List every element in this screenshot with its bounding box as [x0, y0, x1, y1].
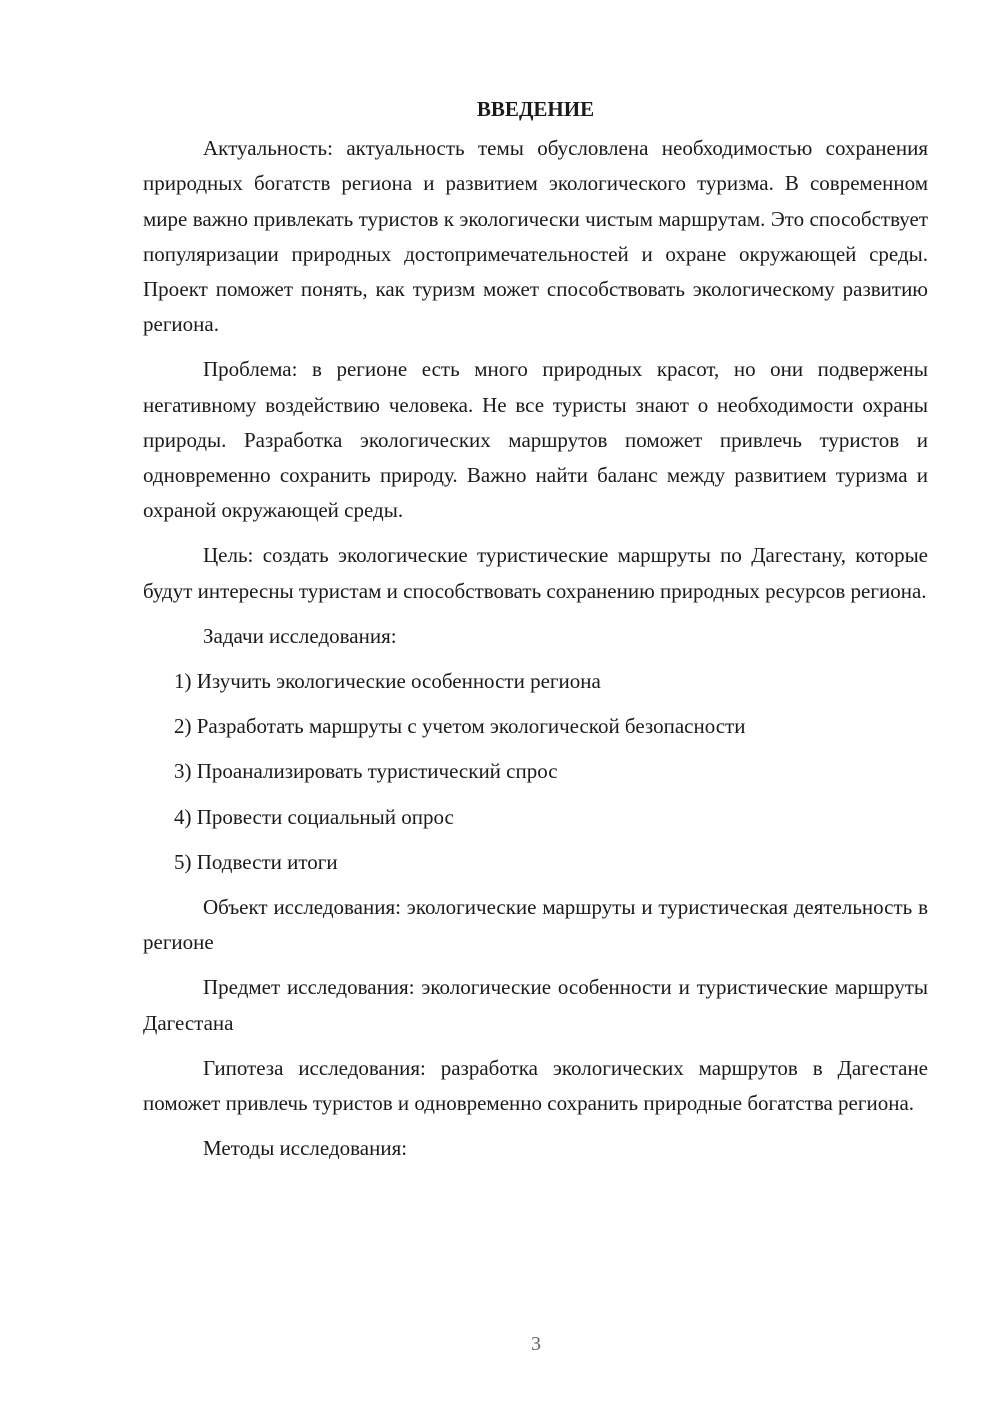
section-heading: ВВЕДЕНИЕ — [476, 97, 595, 121]
task-item: 4) Провести социальный опрос — [174, 804, 454, 829]
problem-paragraph: Проблема: в регионе есть много природных красот, но они подвержены негативному воздействию человека. Не все туристы знают о необходимости охраны природы. Разработка экологических маршрутов поможет привлечь туристов и одновременно сохранить природу. Важно найти баланс между развитием туризма и охраной окружающей среды. — [143, 357, 928, 523]
subject-paragraph: Предмет исследования: экологические особенности и туристические маршруты Дагестана — [143, 975, 928, 1035]
object-paragraph: Объект исследования: экологические маршруты и туристическая деятельность в регионе — [143, 895, 928, 955]
task-item: 5) Подвести итоги — [174, 849, 338, 874]
page-number: 3 — [531, 1333, 541, 1355]
hypothesis-paragraph: Гипотеза исследования: разработка экологических маршрутов в Дагестане поможет привлечь туристов и одновременно сохранить природные богатства региона. — [143, 1055, 928, 1116]
task-item: 1) Изучить экологические особенности региона — [174, 669, 601, 694]
tasks-title: Задачи исследования: — [203, 623, 397, 648]
relevance-paragraph: Актуальность: актуальность темы обусловлена необходимостью сохранения природных богатств региона и развитием экологического туризма. В современном мире важно привлекать туристов к экологически чистым маршрутам. Это способствует популяризации природных достопримечательностей и охране окружающей среды. Проект поможет понять, как туризм может способствовать экологическому развитию региона. — [143, 136, 928, 337]
task-item: 2) Разработать маршруты с учетом экологической безопасности — [174, 714, 746, 739]
goal-paragraph: Цель: создать экологические туристические маршруты по Дагестану, которые будут интересны туристам и способствовать сохранению природных ресурсов региона. — [143, 543, 928, 603]
methods-paragraph: Методы исследования: — [203, 1136, 408, 1161]
page-content — [143, 92, 928, 1176]
tasks-list — [143, 664, 928, 880]
task-item: 3) Проанализировать туристический спрос — [174, 759, 558, 784]
